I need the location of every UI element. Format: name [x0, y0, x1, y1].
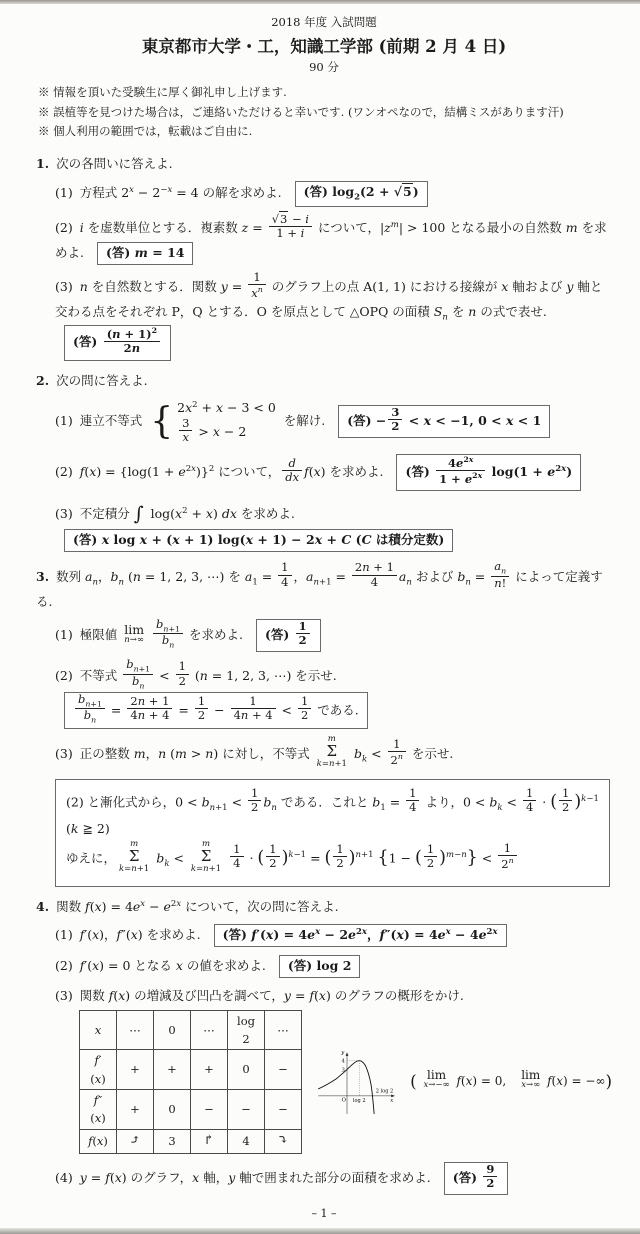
table-cell: x	[80, 1010, 117, 1050]
table-cell: ⋯	[191, 1010, 228, 1050]
answer-box: (答) log 2	[279, 955, 361, 978]
item-text: 極限値 lim n→∞ $\frac{b_{n+1}}{b_n}$ を求めよ.	[79, 616, 243, 650]
table-cell: log 2	[228, 1010, 265, 1050]
proof-box-large	[55, 779, 610, 887]
table-cell: 0	[154, 1010, 191, 1050]
problem-heading-text: 数列 $a_n$，$b_n$ (n = 1, 2, 3, ⋯) を $a_1$ = $\frac{1}{4}$ ，$a_{n+1}$ = $\frac{2n + 1}{4}$ $a_n$ および $b_n$ = $\frac{a_n}{n!}$ によって定義する.	[36, 559, 603, 609]
table-cell: +	[154, 1050, 191, 1090]
table-cell: f″(x)	[80, 1090, 117, 1130]
answer-box: (答) $\frac{1}{2}$	[256, 619, 321, 652]
graph-tick-4: 4	[341, 1058, 345, 1065]
problem-number: 3.	[36, 568, 50, 584]
problem-4-item-4	[55, 1162, 612, 1195]
page-number: – 1 –	[311, 1207, 337, 1221]
item-text: 正の整数 m，n (m > n) に対し，不等式 m Σ k=n+1 $b_k$ < $\frac{1}{2^n}$ を示せ.	[79, 734, 454, 770]
problem-1-heading	[36, 154, 612, 174]
problem-1	[36, 154, 612, 361]
table-row-f-prime	[80, 1050, 302, 1090]
item-text: n を自然数とする．関数 y = $\frac{1}{x^n}$ のグラフ上の点 A(1, 1) における接線が x 軸および y 軸と交わる点をそれぞれ P，Q とする．O を原点として △OPQ の面積 $S_n$ を n の式で表せ.	[55, 269, 603, 323]
variation-table	[79, 1010, 302, 1154]
problem-4	[36, 897, 612, 1195]
problem-1-item-1	[55, 181, 612, 207]
note-line-1: ※ 情報を頂いた受験生に厚く御礼申し上げます.	[38, 85, 287, 99]
item-label: (2)	[55, 464, 73, 480]
problem-number: 4.	[36, 898, 50, 914]
item-label: (3)	[55, 745, 73, 761]
answer-box: (答) − $\frac{3}{2}$ < x < −1, 0 < x < 1	[338, 405, 550, 438]
graph-y-label: y	[341, 1049, 345, 1056]
table-cell: −	[265, 1050, 302, 1090]
problem-heading-text: 関数 $f(x) = 4e^x - e^{2x}$ について，次の問に答えよ.	[56, 898, 339, 914]
item-label: (3)	[55, 987, 73, 1003]
table-cell: +	[117, 1090, 154, 1130]
item-label: (2)	[55, 957, 73, 973]
problem-4-item-1	[55, 924, 612, 947]
proof-box: $\frac{b_{n+1}}{b_n}$ = $\frac{2n + 1}{4n + 4}$ = $\frac{1}{2}$ − $\frac{1}{4n + 4}$ < $\frac{1}{2}$ である.	[64, 692, 368, 730]
problem-3-heading	[36, 559, 612, 612]
table-cell: −	[191, 1090, 228, 1130]
graph-tick-log2: log 2	[352, 1097, 366, 1104]
exam-page	[0, 4, 640, 1228]
proof-line-2: ゆえに， m Σ k=n+1 $b_k$ < m Σ k=n+1 $\frac{1}{4}$ · ( $\frac{1}{2}$ )$^{k-1}$ = ( $\frac{1}{2}$ )$^{n+1}$ {1 − ( $\frac{1}{2}$ )$^{m-n}$} < $\frac{1}{2^n}$	[66, 842, 599, 876]
item-text: $f(x) = \{\log(1 + e^{2x})\}^2$ について， $\frac{d}{dx}$ f(x) を求めよ.	[79, 455, 384, 485]
table-row-x	[80, 1010, 302, 1050]
problem-1-item-3	[55, 269, 612, 361]
table-cell: +	[117, 1050, 154, 1090]
problem-number: 1.	[36, 155, 50, 171]
problem-heading-text: 次の問に答えよ.	[56, 372, 148, 388]
item-text: y = f(x) のグラフ，x 軸，y 軸で囲まれた部分の面積を求めよ.	[79, 1169, 431, 1185]
item-text: 連立不等式 { $2x^2 + x - 3 < 0$ $\frac{3}{x}$ > x − 2 を解け.	[79, 399, 326, 444]
item-label: (1)	[55, 926, 73, 942]
problem-4-heading	[36, 897, 612, 917]
answer-box: (答) $\frac{4e^{2x}}{1 + e^{2x}}$ $\log(1 + e^{2x})$	[396, 454, 581, 491]
item-text: f′(x)，f″(x) を求めよ.	[79, 926, 201, 942]
item-text: 不等式 $\frac{b_{n+1}}{b_n}$ < $\frac{1}{2}$ (n = 1, 2, 3, ⋯) を示せ.	[79, 657, 337, 690]
table-row-f-double-prime	[80, 1090, 302, 1130]
table-cell: ⋯	[117, 1010, 154, 1050]
notes	[38, 83, 612, 142]
arrow-increasing-convex-icon: ⤴	[117, 1129, 154, 1153]
arrow-decreasing-concave-icon: ⤵	[265, 1129, 302, 1153]
table-cell: f(x)	[80, 1129, 117, 1153]
figure-row	[77, 1010, 612, 1154]
table-cell: −	[228, 1090, 265, 1130]
table-cell: 0	[228, 1050, 265, 1090]
exam-title: 東京都市大学・工，知識工学部 (前期 2 月 4 日)	[141, 37, 507, 56]
table-cell: 4	[228, 1129, 265, 1153]
problem-4-item-2	[55, 955, 612, 978]
item-label: (4)	[55, 1169, 73, 1185]
problem-2-heading	[36, 371, 612, 391]
exam-header	[36, 14, 612, 75]
table-cell: 3	[154, 1129, 191, 1153]
item-label: (1)	[55, 413, 73, 429]
problem-1-item-2	[55, 211, 612, 265]
problem-4-item-3	[55, 986, 612, 1154]
note-line-3: ※ 個人利用の範囲では，転載はご自由に.	[38, 124, 253, 139]
answer-box: (答) $\frac{(n + 1)^2}{2n}$	[64, 325, 171, 360]
answer-box: (答) $f'(x) = 4e^x - 2e^{2x}$，$f''(x) = 4e^x - 4e^{2x}$	[214, 924, 507, 947]
answer-box: (答) $\log_2(2 + √5)$	[295, 181, 428, 207]
item-label: (2)	[55, 219, 73, 235]
limits-note: ( lim x→−∞ f(x) = 0, lim x→∞ f(x) = −∞)	[410, 1067, 612, 1092]
item-text: 方程式 $2^x - 2^{-x} = 4$ の解を求めよ.	[79, 184, 282, 201]
problem-2	[36, 371, 612, 553]
graph-origin-label: O	[341, 1096, 346, 1103]
page-edge-bottom	[0, 1228, 640, 1234]
problem-number: 2.	[36, 372, 50, 388]
table-cell: +	[191, 1050, 228, 1090]
item-label: (2)	[55, 667, 73, 683]
item-text: 不定積分 ∫ $\log(x^2 + x)$ dx を求めよ.	[79, 503, 295, 526]
graph-tick-3: 3	[341, 1066, 345, 1073]
item-label: (1)	[55, 627, 73, 643]
curve-f	[318, 1060, 374, 1113]
answer-box: (答) $\frac{9}{2}$	[444, 1162, 509, 1195]
note-line-2: ※ 誤植等を見つけた場合は，ご連絡いただけると幸いです. (ワンオペなので，結構ミスがあります汗)	[38, 104, 564, 119]
item-text: f′(x) = 0 となる x の値を求めよ.	[79, 957, 266, 973]
answer-box: (答) x log x + (x + 1) log(x + 1) − 2x + C (C は積分定数)	[64, 529, 453, 552]
proof-line-1: (2) と漸化式から，$0 < b_{n+1}$ < $\frac{1}{2}$ $b_n$ である．これと $b_1$ = $\frac{1}{4}$ より，$0 < b_k$ < $\frac{1}{4}$ · ( $\frac{1}{2}$ )$^{k-1}$ (k ≧ 2)	[66, 786, 599, 836]
problem-2-item-2	[55, 454, 612, 491]
problem-2-item-3	[55, 499, 612, 552]
table-cell: f′(x)	[80, 1050, 117, 1090]
item-text: i を虚数単位とする．複素数 z = $\frac{√3 - i}{1 + i}$ について，$|z^m| > 100$ となる最小の自然数 m を求めよ.	[55, 211, 607, 260]
problem-2-item-1	[55, 398, 612, 446]
problem-3	[36, 559, 612, 886]
graph-tick-2log2: 2 log 2	[375, 1088, 394, 1095]
exam-duration: 90 分	[309, 60, 339, 74]
item-label: (3)	[55, 505, 73, 521]
problem-3-item-2	[55, 657, 612, 729]
table-cell: −	[265, 1090, 302, 1130]
arrow-increasing-concave-icon: ↱	[191, 1129, 228, 1153]
problem-3-item-3	[55, 734, 612, 771]
item-text: 関数 f(x) の増減及び凹凸を調べて，y = f(x) のグラフの概形をかけ.	[79, 987, 464, 1003]
function-graph	[314, 1016, 398, 1148]
table-row-f	[80, 1129, 302, 1153]
problem-heading-text: 次の各問いに答えよ.	[56, 155, 173, 171]
table-cell: ⋯	[265, 1010, 302, 1050]
exam-year-line: 2018 年度 入試問題	[271, 15, 377, 29]
problem-3-item-1	[55, 616, 612, 652]
item-label: (3)	[55, 279, 73, 295]
graph-x-label: x	[390, 1097, 394, 1104]
answer-box: (答) m = 14	[97, 242, 194, 265]
item-label: (1)	[55, 185, 73, 201]
table-cell: 0	[154, 1090, 191, 1130]
